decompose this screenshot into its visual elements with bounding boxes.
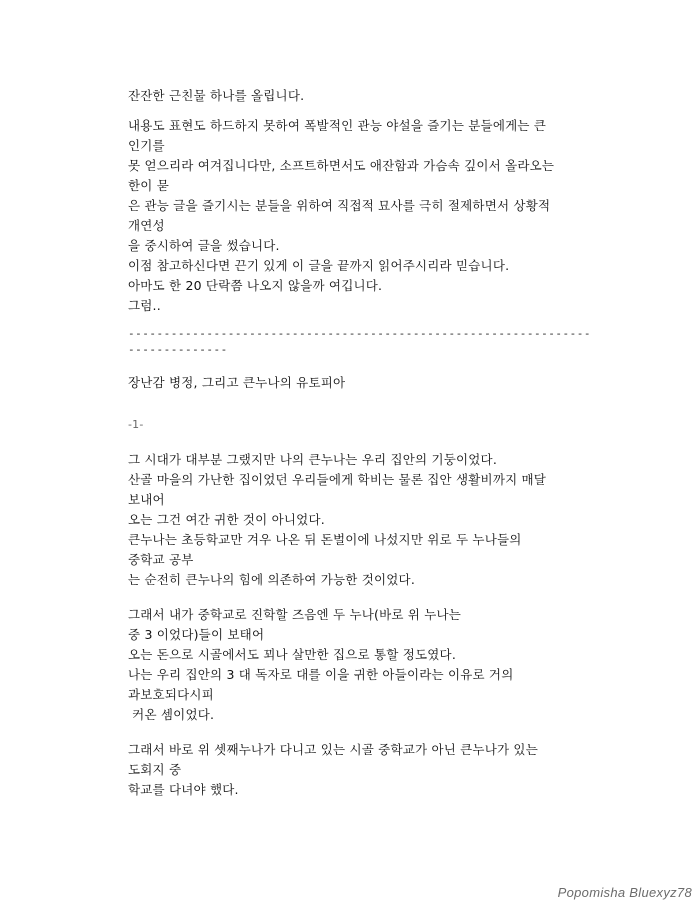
preface-line: 한이 묻 (128, 178, 169, 193)
separator (128, 326, 591, 358)
preface-line: 이점 참고하신다면 끈기 있게 이 글을 끝까지 읽어주시리라 믿습니다. (128, 258, 510, 273)
paragraph-line: 중학교 공부 (128, 552, 194, 567)
paragraph-line: 커온 셈이었다. (128, 707, 215, 722)
preface-line: 을 중시하여 글을 썼습니다. (128, 238, 280, 253)
story-paragraph-3 (128, 740, 578, 800)
story-paragraph-1 (128, 450, 578, 590)
paragraph-line: 보내어 (128, 492, 165, 507)
separator-line: ----------------------------------------------------------------- (128, 327, 591, 340)
separator-line: -------------- (128, 343, 228, 356)
paragraph-line: 학교를 다녀야 했다. (128, 782, 239, 797)
preface-line: 은 관능 글을 즐기시는 분들을 위하여 직접적 묘사를 극히 절제하면서 상황적 (128, 198, 551, 213)
paragraph-line: 중 3 이었다)들이 보태어 (128, 627, 265, 642)
chapter-marker-text: -1- (128, 418, 144, 431)
preface-line: 개연성 (128, 218, 165, 233)
intro-paragraph (128, 86, 578, 106)
paragraph-line: 그래서 내가 중학교로 진학할 즈음엔 두 누나(바로 위 누나는 (128, 607, 462, 622)
paragraph-line: 산골 마을의 가난한 집이었던 우리들에게 학비는 물론 집안 생활비까지 매달 (128, 472, 547, 487)
preface-line: 아마도 한 20 단락쯤 나오지 않을까 여깁니다. (128, 278, 383, 293)
story-paragraph-2 (128, 605, 578, 725)
paragraph-line: 는 순전히 큰누나의 힘에 의존하여 가능한 것이었다. (128, 572, 415, 587)
paragraph-line: 도회지 중 (128, 762, 182, 777)
paragraph-line: 그 시대가 대부분 그랬지만 나의 큰누나는 우리 집안의 기둥이었다. (128, 452, 497, 467)
preface-line: 못 얻으리라 여겨집니다만, 소프트하면서도 애잔함과 가슴속 깊이서 올라오는 (128, 158, 555, 173)
preface-line: 그럼.. (128, 298, 161, 313)
story-title-text: 장난감 병정, 그리고 큰누나의 유토피아 (128, 375, 346, 390)
preface-paragraph (128, 116, 578, 316)
paragraph-line: 오는 돈으로 시골에서도 꾀나 살만한 집으로 통할 정도였다. (128, 647, 456, 662)
document-body (128, 86, 591, 810)
intro-line: 잔잔한 근친물 하나를 올립니다. (128, 88, 305, 103)
chapter-marker (128, 415, 578, 435)
story-title (128, 373, 578, 393)
preface-line: 내용도 표현도 하드하지 못하여 폭발적인 관능 야설을 즐기는 분들에게는 큰 (128, 118, 547, 133)
paragraph-line: 큰누나는 초등학교만 겨우 나온 뒤 돈벌이에 나섰지만 위로 두 누나들의 (128, 532, 522, 547)
paragraph-line: 과보호되다시피 (128, 687, 214, 702)
preface-line: 인기를 (128, 138, 165, 153)
paragraph-line: 오는 그건 여간 귀한 것이 아니었다. (128, 512, 325, 527)
paragraph-line: 나는 우리 집안의 3 대 독자로 대를 이을 귀한 아들이라는 이유로 거의 (128, 667, 514, 682)
paragraph-line: 그래서 바로 위 셋째누나가 다니고 있는 시골 중학교가 아닌 큰누나가 있는 (128, 742, 538, 757)
watermark: Popomisha Bluexyz78 (557, 885, 692, 900)
